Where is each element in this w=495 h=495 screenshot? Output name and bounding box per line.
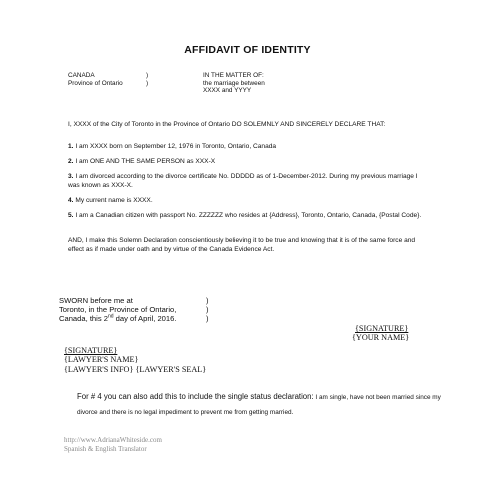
bracket: ) xyxy=(146,79,149,87)
jurisdiction-country: CANADA xyxy=(68,72,95,79)
bracket: ) xyxy=(146,72,149,79)
affidavit-intro: I, XXXX of the City of Toronto in the Province of Ontario DO SOLEMNLY AND SINCERELY DECLARE THAT: xyxy=(68,121,386,128)
matter-heading xyxy=(203,72,265,95)
sworn-statement xyxy=(59,296,176,324)
declaration-item-2 xyxy=(68,157,426,166)
lawyer-name: {LAWYER'S NAME} xyxy=(64,355,139,365)
single-status-note xyxy=(77,390,449,420)
jurisdiction-brackets xyxy=(146,72,148,87)
bracket: ) xyxy=(206,296,209,305)
declaration-item-5 xyxy=(68,211,426,220)
item-number: 2. xyxy=(68,158,74,165)
item-text: I am a Canadian citizen with passport No. ZZZZZZ who resides at {Address}, Toronto, Ontario, Canada, {Postal Code}. xyxy=(73,212,422,219)
sworn-line-1: SWORN before me at xyxy=(59,296,133,305)
declaration-item-4 xyxy=(68,196,426,205)
matter-title: IN THE MATTER OF: xyxy=(203,72,264,79)
document-title: AFFIDAVIT OF IDENTITY xyxy=(184,44,311,56)
translator-credit xyxy=(64,436,162,454)
lawyer-signature: {SIGNATURE} xyxy=(64,346,118,355)
lawyer-seal: {LAWYER'S SEAL} xyxy=(135,364,207,374)
translator-tagline: Spanish & English Translator xyxy=(64,445,147,453)
item-number: 5. xyxy=(68,212,74,219)
sworn-line-2: Toronto, in the Province of Ontario, xyxy=(59,305,177,315)
bracket: ) xyxy=(206,314,209,324)
bracket: ) xyxy=(206,305,209,315)
sworn-brackets xyxy=(206,296,209,324)
lawyer-info-seal xyxy=(64,365,206,374)
ordinal-suffix: nd xyxy=(107,313,114,320)
item-number: 1. xyxy=(68,143,74,150)
lawyer-block xyxy=(64,346,206,374)
sworn-date-prefix: Canada, this 2 xyxy=(59,314,108,324)
jurisdiction xyxy=(68,72,123,87)
item-number: 4. xyxy=(68,197,74,204)
item-number: 3. xyxy=(68,173,74,180)
item-text: I am ONE AND THE SAME PERSON as XXX-X xyxy=(73,158,216,165)
item-text: I am XXXX born on September 12, 1976 in Toronto, Ontario, Canada xyxy=(73,143,277,150)
declaration-item-3 xyxy=(68,172,426,190)
lawyer-info: {LAWYER'S INFO} xyxy=(64,364,134,374)
matter-description: the marriage between xyxy=(203,79,265,87)
declarant-name: {YOUR NAME} xyxy=(352,333,410,342)
matter-parties: XXXX and YYYY xyxy=(203,87,252,95)
solemn-declaration: AND, I make this Solemn Declaration conscientiously believing it to be true and knowing that it is of the same force and effect as if made under oath and by virtue of the Canada Evidence Act. xyxy=(68,237,416,253)
note-text: I am single, have not been married since my divorce and there is no legal impediment to prevent me from getting married. xyxy=(77,394,441,416)
item-text: I am divorced according to the divorce certificate No. DDDDD as of 1-December-2012. During my previous marriage I was known as XXX-X. xyxy=(68,173,418,189)
jurisdiction-province: Province of Ontario xyxy=(68,79,123,87)
item-text: My current name is XXXX. xyxy=(73,197,153,204)
note-lead: For # 4 you can also add this to include the single status declaration: xyxy=(77,392,314,401)
declaration-item-1 xyxy=(68,142,426,151)
translator-website: http://www.AdrianaWhiteside.com xyxy=(64,436,162,444)
sworn-line-3 xyxy=(59,314,176,323)
sworn-date-suffix: day of April, 2016. xyxy=(113,314,177,324)
declarant-signature: {SIGNATURE} xyxy=(355,324,409,333)
